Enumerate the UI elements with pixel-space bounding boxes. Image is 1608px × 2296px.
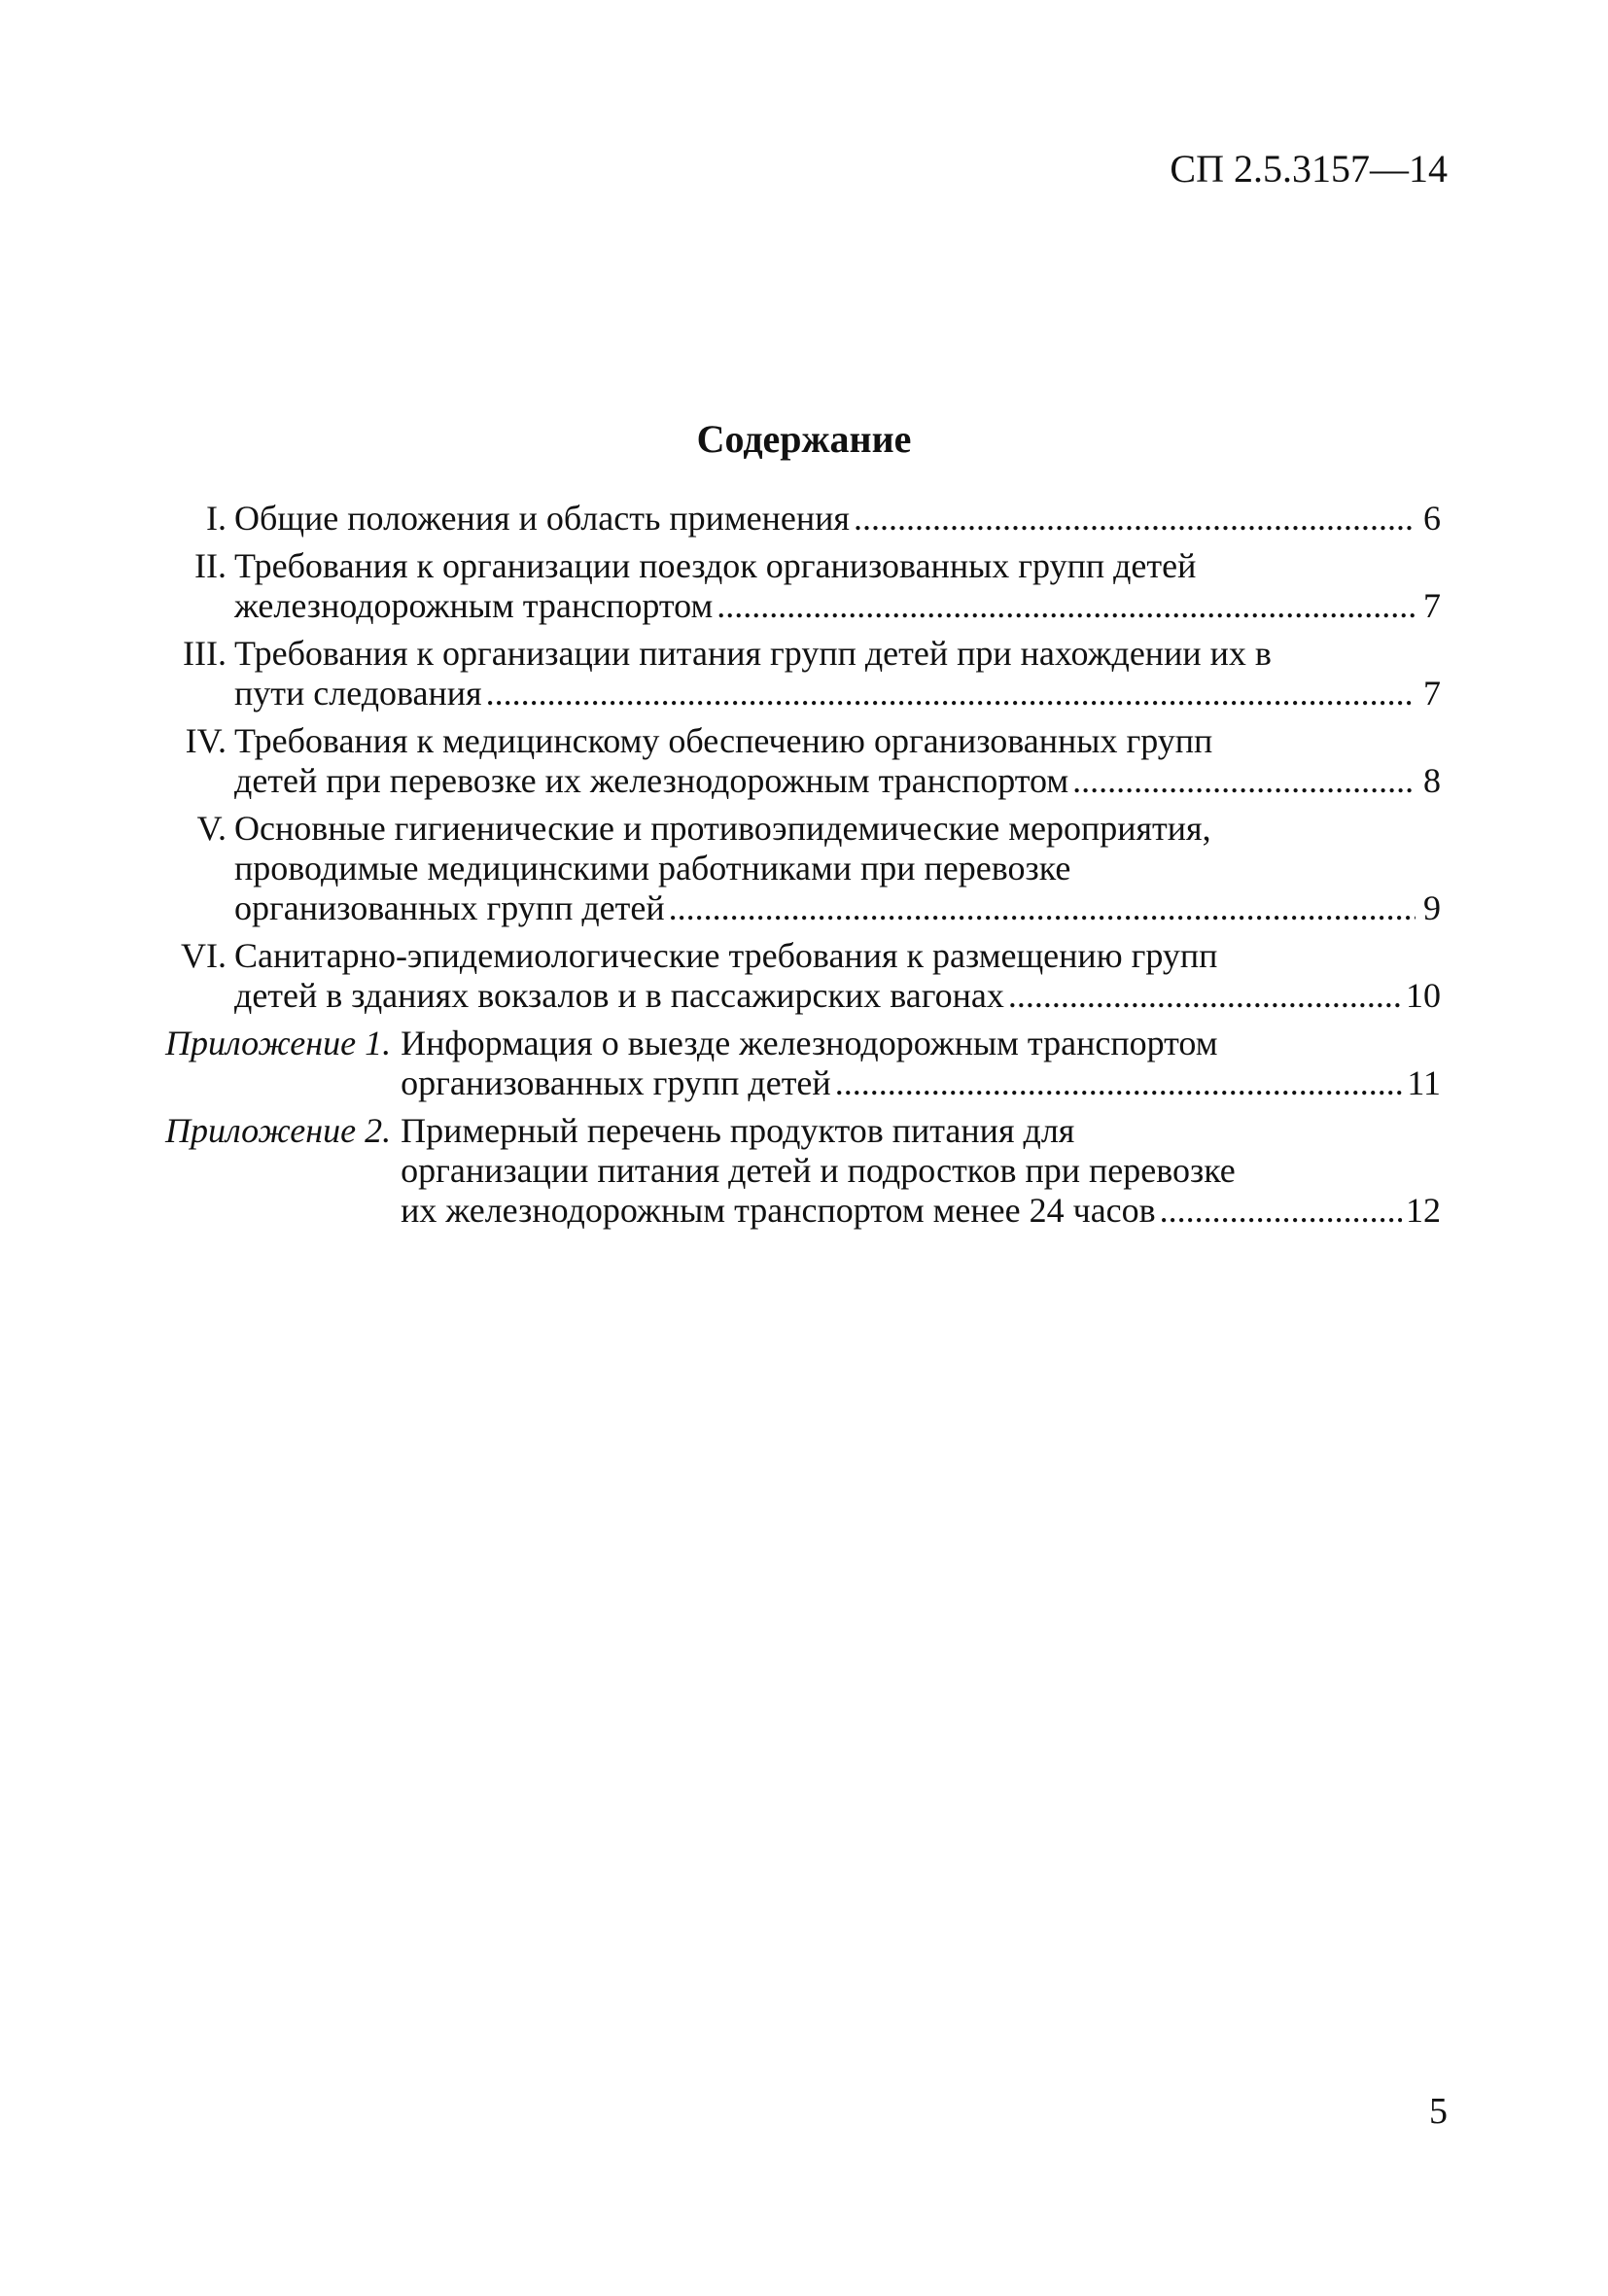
- toc-page-number: 7: [1423, 674, 1441, 713]
- toc-entry-title: Требования к организации поездок организованных групп детей: [234, 546, 1197, 585]
- toc-page-number: 11: [1407, 1063, 1441, 1102]
- appendix-label: Приложение 2.: [165, 1111, 392, 1150]
- toc-entry-title: Требования к организации питания групп детей при нахождении их в: [234, 634, 1272, 673]
- toc-entry-title: Санитарно-эпидемиологические требования к размещению групп: [234, 936, 1218, 975]
- toc-entry-number: V.: [196, 809, 227, 848]
- toc-entry-title-end: детей при перевозке их железнодорожным транспортом: [234, 761, 1069, 800]
- dot-leader: [1008, 976, 1402, 1016]
- appendix-title-end: организованных групп детей: [401, 1063, 831, 1102]
- toc-entry-number: IV.: [185, 721, 227, 760]
- toc-entry-title: Общие положения и область применения: [234, 499, 850, 538]
- toc-entry-number: II.: [194, 546, 227, 585]
- appendix-label: Приложение 1.: [165, 1024, 392, 1062]
- toc-entry-3[interactable]: [165, 634, 1441, 713]
- dot-leader: [1160, 1191, 1402, 1231]
- toc-page-number: 10: [1406, 976, 1441, 1015]
- dot-leader: [1072, 761, 1416, 801]
- toc-entry-2[interactable]: [165, 546, 1441, 626]
- toc-appendix-1[interactable]: [165, 1024, 1441, 1103]
- toc-page-number: 12: [1406, 1191, 1441, 1230]
- dot-leader: [835, 1063, 1404, 1103]
- toc-page-number: 7: [1423, 586, 1441, 625]
- appendix-title: Информация о выезде железнодорожным транспортом: [401, 1024, 1218, 1062]
- toc-entry-title-end: организованных групп детей: [234, 888, 665, 927]
- toc-entry-title: Требования к медицинскому обеспечению организованных групп: [234, 721, 1213, 760]
- dot-leader: [717, 586, 1416, 626]
- toc-entry-title-end: пути следования: [234, 674, 482, 713]
- toc-entry-number: I.: [206, 499, 227, 538]
- dot-leader: [486, 674, 1416, 713]
- toc-entry-title-cont: проводимые медицинскими работниками при перевозке: [234, 849, 1071, 887]
- toc-title: Содержание: [696, 417, 912, 461]
- toc-page-number: 9: [1423, 888, 1441, 927]
- toc-entry-title-end: железнодорожным транспортом: [234, 586, 714, 625]
- toc-page-number: 8: [1423, 761, 1441, 800]
- toc-entry-title: Основные гигиенические и противоэпидемические мероприятия,: [234, 809, 1211, 848]
- toc-entry-1[interactable]: [165, 499, 1441, 539]
- appendix-title-cont: организации питания детей и подростков при перевозке: [401, 1151, 1236, 1190]
- toc-entry-title-end: детей в зданиях вокзалов и в пассажирских вагонах: [234, 976, 1004, 1015]
- page-number: 5: [1429, 2091, 1448, 2132]
- toc-page-number: 6: [1423, 499, 1441, 538]
- toc-appendix-2[interactable]: [165, 1111, 1441, 1231]
- toc-entry-4[interactable]: [165, 721, 1441, 801]
- appendix-title: Примерный перечень продуктов питания для: [401, 1111, 1075, 1150]
- toc-entry-6[interactable]: [165, 936, 1441, 1016]
- document-code: СП 2.5.3157—14: [1170, 147, 1448, 191]
- toc-entry-number: III.: [183, 634, 227, 673]
- toc-entry-5[interactable]: [165, 809, 1441, 928]
- table-of-contents: [165, 499, 1441, 1231]
- appendix-title-end: их железнодорожным транспортом менее 24 часов: [401, 1191, 1156, 1230]
- dot-leader: [854, 499, 1416, 539]
- toc-entry-number: VI.: [181, 936, 227, 975]
- dot-leader: [669, 888, 1416, 928]
